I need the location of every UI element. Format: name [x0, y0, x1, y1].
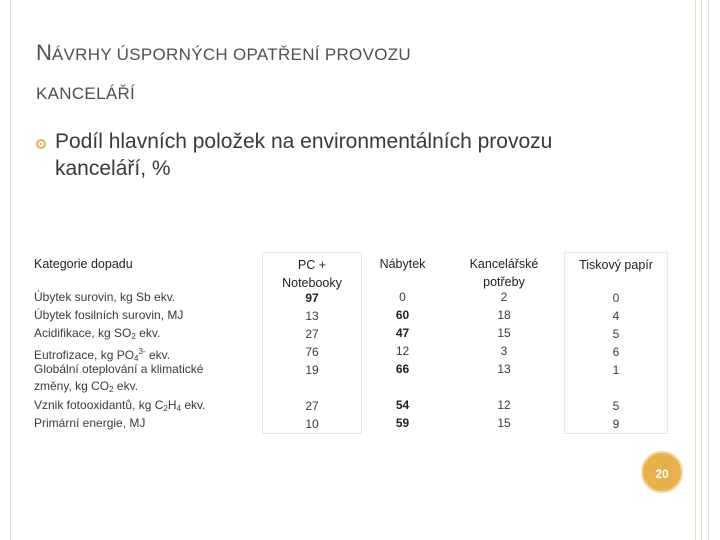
value-cell: 27 [305, 327, 319, 341]
value-cell: 12 [497, 398, 511, 412]
value-cell: 60 [395, 308, 410, 322]
pc-column [262, 252, 362, 434]
frame-line-left [10, 0, 11, 540]
page-number-badge: 20 [641, 451, 683, 493]
category-cell: Eutrofizace, kg $PO_4^{3-}$ ekv. [34, 347, 171, 363]
category-cell: Acidifikace, kg $SO_2$ ekv. [34, 326, 161, 341]
slide-title [36, 34, 656, 113]
category-cell: Primární energie, MJ [34, 416, 146, 430]
value-cell: 1 [612, 363, 620, 377]
value-cell: 0 [399, 290, 406, 304]
value-cell: 13 [305, 309, 319, 323]
category-cell: změny, kg $CO_2$ ekv. [34, 379, 139, 394]
value-cell: 15 [497, 416, 511, 430]
frame-line-right [695, 0, 696, 540]
value-cell: 66 [395, 362, 410, 376]
value-cell: 27 [305, 399, 319, 413]
value-cell: 5 [612, 399, 620, 413]
value-cell: 59 [395, 416, 410, 430]
value-cell: 10 [305, 417, 319, 431]
header-category: Kategorie dopadu [34, 257, 133, 271]
bullet-item [36, 128, 636, 182]
value-cell: 4 [612, 309, 620, 323]
value-cell: 47 [395, 326, 410, 340]
value-cell: 12 [395, 344, 410, 358]
bullet-text: Podíl hlavních položek na environmentálních provozu kanceláří, % [55, 130, 553, 180]
frame-line-right [701, 0, 702, 540]
slide-title-line1: NÁVRHY ÚSPORNÝCH OPATŘENÍ PROVOZU [36, 40, 411, 65]
category-cell: Globální oteplování a klimatické [34, 362, 204, 376]
value-cell: 5 [612, 327, 620, 341]
value-cell: 6 [612, 345, 620, 359]
frame-line-right [708, 0, 709, 540]
slide-title-line2: KANCELÁŘÍ [36, 84, 136, 103]
value-cell: 9 [612, 417, 620, 431]
value-cell: 0 [612, 291, 620, 305]
value-cell: 76 [305, 345, 319, 359]
header-tiskovy: Tiskový papír [579, 258, 653, 272]
value-cell: 18 [497, 308, 511, 322]
value-cell: 19 [305, 363, 319, 377]
bullet-ring-icon [36, 139, 46, 149]
value-cell: 15 [497, 326, 511, 340]
value-cell: 2 [500, 290, 508, 304]
header-nabytek: Nábytek [379, 257, 426, 271]
header-pc: PC + Notebooky [282, 258, 342, 290]
header-kancelarske: Kancelářské potřeby [469, 257, 539, 289]
category-cell: Vznik fotooxidantů, kg $C_2H_4$ ekv. [34, 398, 206, 413]
tiskovy-column [564, 252, 668, 434]
value-cell: 3 [500, 344, 508, 358]
category-cell: Úbytek fosilních surovin, MJ [34, 308, 184, 322]
value-cell: 54 [395, 398, 410, 412]
category-cell: Úbytek surovin, kg Sb ekv. [34, 290, 176, 304]
value-cell: 13 [497, 362, 511, 376]
value-cell: 97 [305, 291, 319, 305]
